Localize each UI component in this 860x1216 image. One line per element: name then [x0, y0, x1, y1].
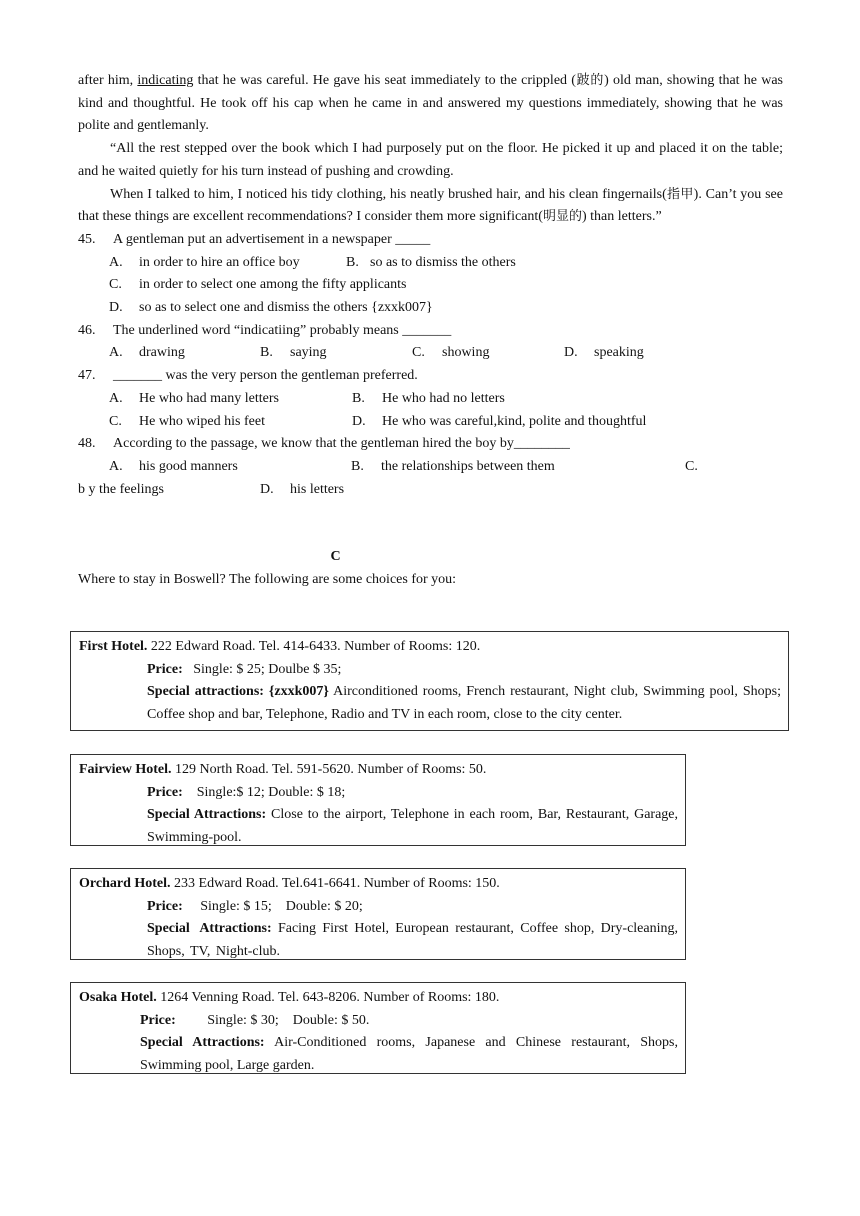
option-text: in order to hire an office boy [139, 254, 300, 270]
question-47 [78, 365, 783, 388]
option-b[interactable] [352, 388, 505, 411]
underlined-word: indicating [137, 73, 194, 88]
option-letter: B. [351, 458, 364, 474]
option-c[interactable] [685, 456, 725, 479]
price-value: Single: $ 15; Double: $ 20; [200, 898, 363, 914]
option-d[interactable] [260, 479, 344, 502]
attractions-text: Facing First Hotel, European restaurant, Coffee shop, Dry-cleaning, Shops, TV, Night-club. [147, 921, 678, 960]
price-value: Single: $ 30; Double: $ 50. [207, 1012, 370, 1028]
options-row [78, 274, 783, 297]
option-b[interactable] [351, 456, 555, 479]
attractions-text: Close to the airport, Telephone in each room, Bar, Restaurant, Garage, Swimming-pool. [147, 807, 678, 846]
hotel-info: 233 Edward Road. Tel.641-6641. Number of Rooms: 150. [170, 876, 500, 891]
text: that he was careful. He gave his seat immediately to the crippled ( [193, 73, 576, 88]
option-text: speaking [594, 345, 644, 361]
attractions-text: Airconditioned rooms, French restaurant, Night club, Swimming pool, Shops; Coffee shop and bar, Telephone, Radio and TV in each room, close to the city center. [147, 684, 781, 723]
passage-paragraph-2: “All the rest stepped over the book which I had purposely put on the floor. He picked it up and placed it on the table; and he waited quietly for his turn instead of pushing and crowding. [78, 141, 783, 179]
options-row [78, 388, 783, 411]
option-a[interactable] [109, 456, 238, 479]
hotel-info: 1264 Venning Road. Tel. 643-8206. Number of Rooms: 180. [156, 990, 500, 1005]
hotel-name: Orchard Hotel. [79, 876, 171, 891]
price-label: Price: [140, 1012, 176, 1028]
option-text: drawing [139, 345, 185, 361]
option-text: He who was careful,kind, polite and thoughtful [382, 413, 647, 429]
question-number: 48. [78, 436, 96, 452]
text: ) old man, showing that he was kind and thoughtful. He took off his cap when he came in and answered my questions immediately, showing that he was polite and gentlemanly. [78, 73, 783, 134]
option-text: his letters [290, 481, 345, 497]
hotel-card-first [70, 631, 789, 731]
option-text: so as to select one and dismiss the others {zxxk007} [139, 300, 433, 316]
option-c[interactable] [412, 342, 564, 365]
options-row [78, 252, 783, 275]
options-row [78, 342, 783, 365]
text: ) than letters.” [581, 209, 662, 225]
option-d[interactable] [352, 411, 646, 434]
option-letter: A. [109, 458, 123, 474]
option-a[interactable] [109, 342, 260, 365]
chinese-gloss: 明显的 [542, 209, 582, 225]
question-46 [78, 320, 783, 343]
option-letter: B. [346, 254, 359, 270]
option-letter: C. [109, 413, 122, 429]
option-c[interactable] [109, 411, 352, 434]
option-letter: B. [260, 345, 273, 361]
section-heading: C [330, 549, 341, 565]
passage-paragraph-3 [78, 184, 783, 229]
options-row [78, 297, 783, 320]
option-letter: D. [352, 413, 366, 429]
question-stem: According to the passage, we know that the gentleman hired the boy by________ [113, 436, 570, 452]
attractions-label: Special attractions: {zxxk007} [147, 684, 329, 700]
hotel-info: 129 North Road. Tel. 591-5620. Number of Rooms: 50. [171, 762, 487, 777]
option-text: showing [442, 345, 490, 361]
text: When I talked to him, I noticed his tidy clothing, his neatly brushed hair, and his clean fingernails( [110, 186, 667, 202]
attractions-text: Air-Conditioned rooms, Japanese and Chinese restaurant, Shops, Swimming pool, Large garden. [140, 1035, 678, 1074]
hotel-name: Fairview Hotel. [79, 762, 172, 777]
text: ). Can’t you see that these things are excellent recommendations? I consider them more significant( [78, 186, 783, 225]
hotel-card-osaka [70, 982, 686, 1074]
option-letter: B. [352, 390, 365, 406]
chinese-gloss: 跛的 [575, 73, 605, 88]
hotel-card-orchard [70, 868, 686, 960]
price-label: Price: [147, 784, 183, 800]
option-c[interactable] [109, 274, 406, 297]
hotel-info: 222 Edward Road. Tel. 414-6433. Number of Rooms: 120. [147, 639, 481, 654]
question-number: 47. [78, 368, 96, 384]
option-letter: A. [109, 390, 123, 406]
question-stem: _______ was the very person the gentleman preferred. [113, 368, 418, 384]
question-number: 46. [78, 322, 96, 338]
attractions-label: Special Attractions: [147, 921, 272, 937]
option-text: He who had many letters [139, 390, 279, 406]
section-intro: Where to stay in Boswell? The following are some choices for you: [78, 572, 457, 588]
passage-paragraph-1 [78, 70, 783, 138]
options-row [78, 456, 783, 479]
option-letter: D. [564, 345, 578, 361]
price-label: Price: [147, 661, 183, 677]
option-d[interactable] [109, 297, 433, 320]
option-text: so as to dismiss the others [370, 254, 516, 270]
question-number: 45. [78, 231, 96, 247]
option-letter: C. [109, 277, 122, 293]
options-row [78, 479, 783, 502]
option-b[interactable] [260, 342, 412, 365]
document-body [78, 70, 783, 592]
hotel-name: Osaka Hotel. [79, 990, 157, 1005]
options-row [78, 411, 783, 434]
hotel-card-fairview [70, 754, 686, 846]
question-45 [78, 229, 783, 252]
price-label: Price: [147, 898, 183, 914]
chinese-gloss: 指甲 [666, 186, 694, 202]
text: after him, [78, 73, 138, 88]
price-value: Single:$ 12; Double: $ 18; [196, 784, 346, 800]
hotel-name: First Hotel. [79, 639, 148, 654]
option-text: his good manners [139, 458, 238, 474]
question-48 [78, 433, 783, 456]
option-a[interactable] [109, 388, 352, 411]
question-stem: The underlined word “indicatiing” probably means _______ [113, 322, 452, 338]
option-text: He who had no letters [382, 390, 505, 406]
option-letter: A. [109, 254, 123, 270]
option-d[interactable] [564, 342, 644, 365]
option-letter: C. [412, 345, 425, 361]
price-value: Single: $ 25; Doulbe $ 35; [193, 661, 342, 677]
option-b[interactable] [346, 252, 516, 275]
attractions-label: Special Attractions: [147, 807, 267, 823]
option-text: b y the feelings [78, 481, 164, 497]
option-a[interactable] [109, 252, 346, 275]
option-text: the relationships between them [381, 458, 555, 474]
question-stem: A gentleman put an advertisement in a newspaper _____ [113, 231, 431, 247]
option-letter: D. [260, 481, 274, 497]
attractions-label: Special Attractions: [140, 1035, 265, 1051]
option-text: He who wiped his feet [139, 413, 265, 429]
option-text: in order to select one among the fifty applicants [139, 277, 407, 293]
option-letter: C. [685, 458, 698, 474]
option-text: saying [290, 345, 327, 361]
option-letter: A. [109, 345, 123, 361]
option-letter: D. [109, 300, 123, 316]
